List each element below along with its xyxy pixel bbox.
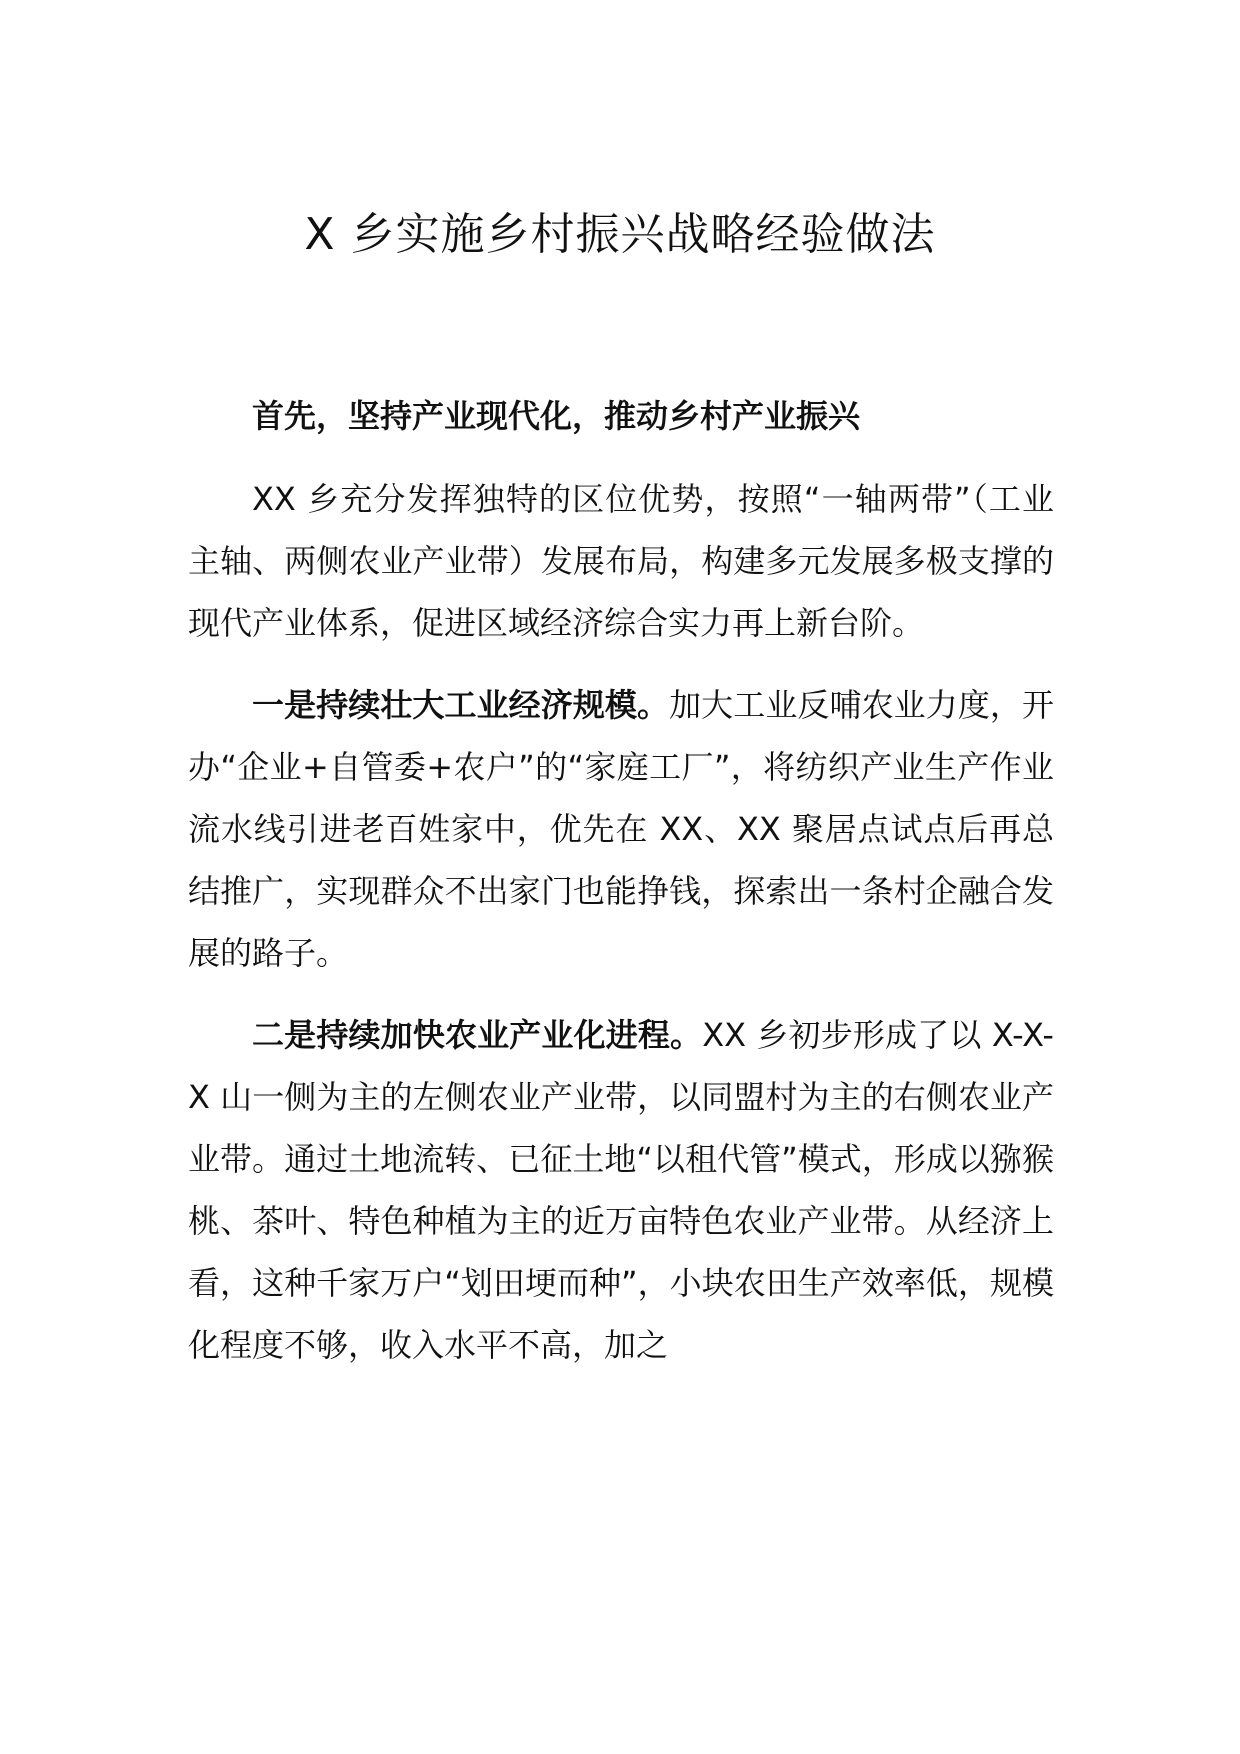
section-heading: 首先，坚持产业现代化，推动乡村产业振兴 xyxy=(252,397,861,435)
paragraph-agriculture-text: XX 乡初步形成了以 X-X-X 山一侧为主的左侧农业产业带，以同盟村为主的右侧农业产业带。通过土地流转、已征土地“以租代管”模式，形成以猕猴桃、茶叶、特色种植为主的近万亩特色农业产业带。从经济上看，这种千家万户“划田埂而种”，小块农田生产效率低，规模化程度不够，收入水平不高，加之 xyxy=(188,1016,1054,1364)
paragraph-intro xyxy=(188,468,1054,654)
paragraph-industry xyxy=(188,674,1054,984)
document-body xyxy=(188,385,1054,1396)
document-title: X 乡实施乡村振兴战略经验做法 xyxy=(304,209,936,260)
paragraph-industry-lead: 一是持续壮大工业经济规模。 xyxy=(252,686,670,724)
paragraph-agriculture-lead: 二是持续加快农业产业化进程。 xyxy=(252,1016,703,1054)
paragraph-industry-text: 加大工业反哺农业力度，开办“企业+自管委+农户”的“家庭工厂”，将纺织产业生产作业流水线引进老百姓家中，优先在 XX、XX 聚居点试点后再总结推广，实现群众不出家门也能挣钱，探索出一条村企融合发展的路子。 xyxy=(188,686,1054,972)
paragraph-agriculture xyxy=(188,1004,1054,1376)
paragraph-intro-text: XX 乡充分发挥独特的区位优势，按照“一轴两带”（工业主轴、两侧农业产业带）发展布局，构建多元发展多极支撑的现代产业体系，促进区域经济综合实力再上新台阶。 xyxy=(188,480,1054,642)
